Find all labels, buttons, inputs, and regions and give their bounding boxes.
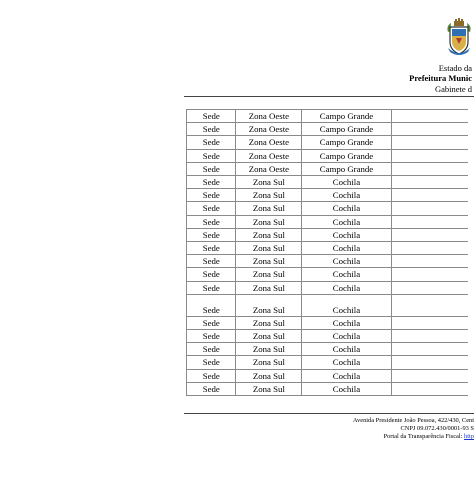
table-cell-c1: Sede — [187, 255, 236, 268]
table-row — [187, 123, 469, 136]
table-cell-c4 — [391, 268, 468, 281]
table-row — [187, 162, 469, 175]
footer-cnpj: CNPJ 09.072.430/0001-93 S — [400, 425, 474, 432]
table-cell-c3: Cochila — [302, 294, 391, 316]
table-row — [187, 369, 469, 382]
table-row — [187, 268, 469, 281]
table-row — [187, 343, 469, 356]
table-row — [187, 228, 469, 241]
table-cell-c2: Zona Sul — [236, 202, 302, 215]
table-cell-c3: Cochila — [302, 281, 391, 294]
table-cell-c3: Campo Grande — [302, 149, 391, 162]
table-cell-c3: Cochila — [302, 202, 391, 215]
table-row — [187, 189, 469, 202]
table-cell-c1: Sede — [187, 189, 236, 202]
table-cell-c2: Zona Oeste — [236, 110, 302, 123]
table-cell-c2: Zona Sul — [236, 189, 302, 202]
table-row — [187, 176, 469, 189]
table-cell-c2: Zona Sul — [236, 343, 302, 356]
table-row — [187, 330, 469, 343]
table-cell-c2: Zona Oeste — [236, 123, 302, 136]
table-cell-c4 — [391, 123, 468, 136]
table-cell-c4 — [391, 316, 468, 329]
table-cell-c3: Cochila — [302, 330, 391, 343]
table-cell-c2: Zona Sul — [236, 356, 302, 369]
table-cell-c4 — [391, 110, 468, 123]
table-cell-c1: Sede — [187, 110, 236, 123]
table-cell-c4 — [391, 176, 468, 189]
table-cell-c4 — [391, 369, 468, 382]
table-cell-c4 — [391, 281, 468, 294]
table-cell-c3: Cochila — [302, 343, 391, 356]
table-cell-c1: Sede — [187, 123, 236, 136]
table-cell-c1: Sede — [187, 330, 236, 343]
table-cell-c3: Campo Grande — [302, 110, 391, 123]
table-row — [187, 136, 469, 149]
table-cell-c2: Zona Sul — [236, 316, 302, 329]
table-cell-c4 — [391, 255, 468, 268]
table-cell-c2: Zona Oeste — [236, 162, 302, 175]
table-cell-c2: Zona Sul — [236, 294, 302, 316]
table-cell-c1: Sede — [187, 215, 236, 228]
table-cell-c3: Campo Grande — [302, 136, 391, 149]
table-cell-c1: Sede — [187, 356, 236, 369]
table-cell-c3: Cochila — [302, 268, 391, 281]
table-cell-c1: Sede — [187, 162, 236, 175]
footer-portal — [194, 433, 474, 441]
table-cell-c3: Campo Grande — [302, 123, 391, 136]
table-cell-c3: Cochila — [302, 242, 391, 255]
table-cell-c3: Cochila — [302, 382, 391, 395]
table-cell-c4 — [391, 189, 468, 202]
table-cell-c2: Zona Sul — [236, 215, 302, 228]
table-cell-c3: Cochila — [302, 316, 391, 329]
table-row — [187, 255, 469, 268]
table-cell-c1: Sede — [187, 176, 236, 189]
table-cell-c4 — [391, 136, 468, 149]
table-cell-c1: Sede — [187, 382, 236, 395]
table-cell-c2: Zona Sul — [236, 330, 302, 343]
table-cell-c2: Zona Sul — [236, 228, 302, 241]
table-row — [187, 110, 469, 123]
table-cell-c3: Cochila — [302, 369, 391, 382]
table-row — [187, 382, 469, 395]
table-cell-c4 — [391, 149, 468, 162]
table-cell-c2: Zona Sul — [236, 255, 302, 268]
header-prefeitura: Prefeitura Munic — [409, 73, 472, 83]
table-row — [187, 215, 469, 228]
table-cell-c4 — [391, 242, 468, 255]
table-cell-c1: Sede — [187, 149, 236, 162]
table-cell-c2: Zona Oeste — [236, 149, 302, 162]
footer-portal-link[interactable]: http — [464, 433, 474, 440]
table-cell-c3: Cochila — [302, 189, 391, 202]
data-table — [186, 109, 468, 396]
table-cell-c4 — [391, 162, 468, 175]
footer-divider — [184, 413, 474, 414]
table-cell-c4 — [391, 330, 468, 343]
footer-address: Avenida Presidente João Pessoa, 422/430, Cent — [352, 417, 474, 424]
table-cell-c4 — [391, 343, 468, 356]
table-row — [187, 356, 469, 369]
table-cell-c1: Sede — [187, 316, 236, 329]
table-cell-c4 — [391, 202, 468, 215]
table-cell-c3: Campo Grande — [302, 162, 391, 175]
table-cell-c1: Sede — [187, 369, 236, 382]
table-cell-c4 — [391, 382, 468, 395]
table-row — [187, 202, 469, 215]
table-row — [187, 281, 469, 294]
header-divider — [184, 96, 474, 97]
table-cell-c2: Zona Sul — [236, 176, 302, 189]
table-cell-c2: Zona Sul — [236, 268, 302, 281]
header-state: Estado da — [438, 63, 472, 73]
coat-of-arms-icon — [444, 18, 474, 58]
table-cell-c3: Cochila — [302, 215, 391, 228]
table-row — [187, 294, 469, 316]
table-cell-c2: Zona Sul — [236, 281, 302, 294]
table-cell-c1: Sede — [187, 202, 236, 215]
table-cell-c1: Sede — [187, 136, 236, 149]
footer-portal-label: Portal da Transparência Fiscal: — [383, 433, 465, 440]
table-row — [187, 242, 469, 255]
table-cell-c2: Zona Oeste — [236, 136, 302, 149]
table-cell-c3: Cochila — [302, 176, 391, 189]
table-cell-c3: Cochila — [302, 228, 391, 241]
table-cell-c4 — [391, 215, 468, 228]
table-cell-c2: Zona Sul — [236, 369, 302, 382]
table-cell-c1: Sede — [187, 268, 236, 281]
table-cell-c1: Sede — [187, 343, 236, 356]
table-cell-c3: Cochila — [302, 356, 391, 369]
table-row — [187, 149, 469, 162]
table-cell-c1: Sede — [187, 281, 236, 294]
table-cell-c1: Sede — [187, 242, 236, 255]
table-cell-c4 — [391, 228, 468, 241]
table-row — [187, 316, 469, 329]
table-cell-c4 — [391, 356, 468, 369]
table-cell-c3: Cochila — [302, 255, 391, 268]
table-cell-c2: Zona Sul — [236, 242, 302, 255]
header-gabinete: Gabinete d — [434, 84, 472, 94]
table-cell-c1: Sede — [187, 294, 236, 316]
table-cell-c2: Zona Sul — [236, 382, 302, 395]
table-cell-c1: Sede — [187, 228, 236, 241]
table-cell-c4 — [391, 294, 468, 316]
